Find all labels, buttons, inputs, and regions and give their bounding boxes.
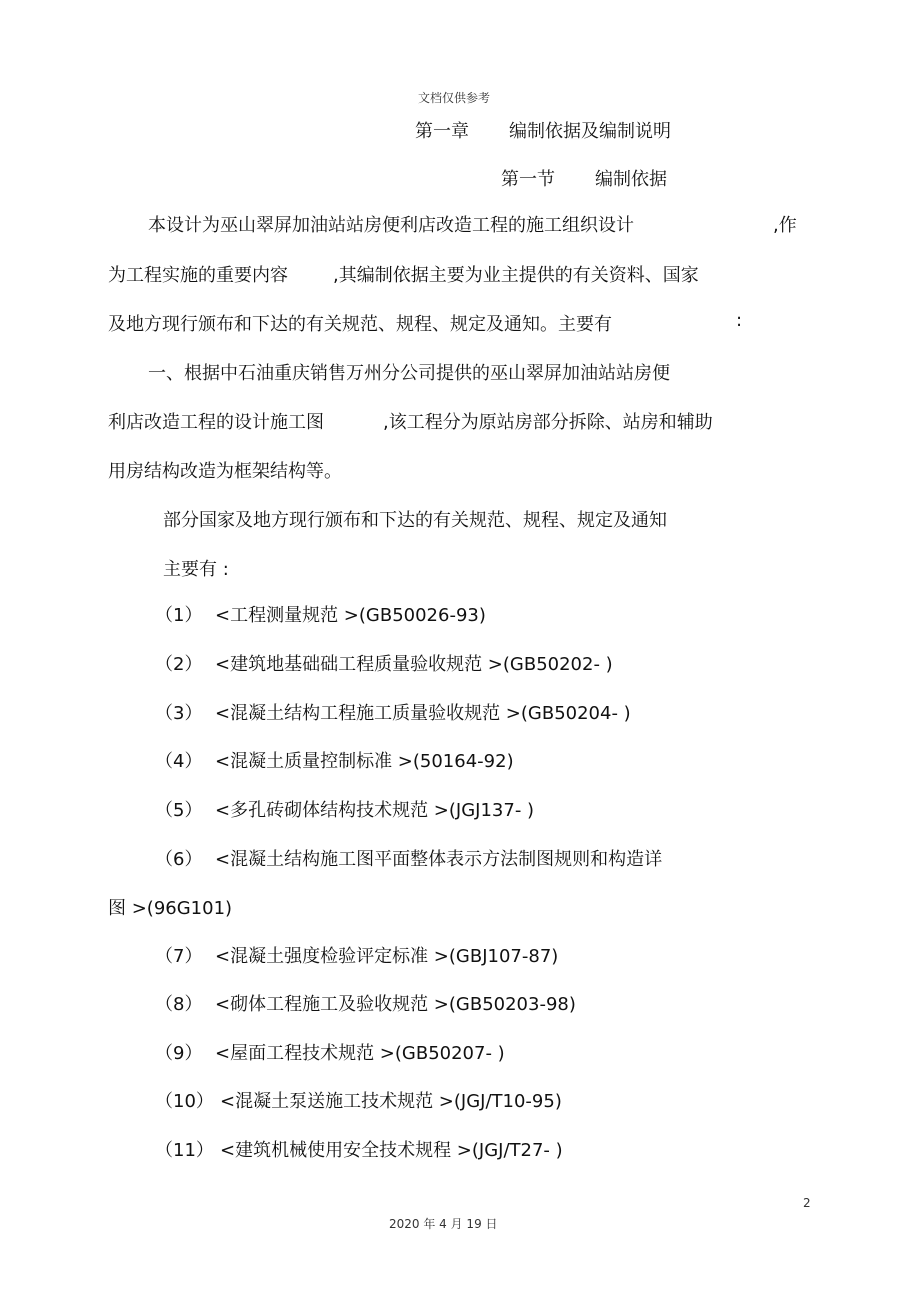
standard-text: <工程测量规范 >(GB50026-93) xyxy=(215,605,486,626)
chapter-label: 第一章 xyxy=(415,121,469,142)
page-number: 2 xyxy=(803,1196,811,1210)
section-title: 编制依据 xyxy=(595,169,667,190)
standard-num: （6） xyxy=(155,849,203,870)
point1-line2-tail: ,该工程分为原站房部分拆除、站房和辅助 xyxy=(383,412,713,433)
standard-num: （7） xyxy=(155,946,203,967)
standard-num: （11） xyxy=(155,1140,214,1161)
standard-num: （9） xyxy=(155,1043,203,1064)
standard-text: <混凝土结构施工图平面整体表示方法制图规则和构造详 xyxy=(215,849,663,870)
standards-intro-line1: 部分国家及地方现行颁布和下达的有关规范、规程、规定及通知 xyxy=(163,510,667,531)
standard-num: （10） xyxy=(155,1091,214,1112)
point1-line1: 一、根据中石油重庆销售万州分公司提供的巫山翠屏加油站站房便 xyxy=(148,363,670,384)
standard-text: <混凝土结构工程施工质量验收规范 >(GB50204- ) xyxy=(215,703,631,724)
standard-text-continuation: 图 >(96G101) xyxy=(108,898,233,919)
standard-text: <混凝土强度检验评定标准 >(GBJ107-87) xyxy=(215,946,559,967)
intro-line3: 及地方现行颁布和下达的有关规范、规程、规定及通知。主要有 xyxy=(108,314,612,335)
standards-intro-line2: 主要有 : xyxy=(163,559,229,580)
standard-text: <混凝土泵送施工技术规范 >(JGJ/T10-95) xyxy=(220,1091,562,1112)
chapter-title: 编制依据及编制说明 xyxy=(509,121,671,142)
standard-text: <砌体工程施工及验收规范 >(GB50203-98) xyxy=(215,994,576,1015)
standard-num: （3） xyxy=(155,703,203,724)
standard-text: <多孔砖砌体结构技术规范 >(JGJ137- ) xyxy=(215,800,535,821)
intro-line1-tail: ,作 xyxy=(773,215,797,236)
intro-line2: 为工程实施的重要内容 xyxy=(108,265,288,286)
footer-date: 2020 年 4 月 19 日 xyxy=(389,1217,498,1231)
standard-text: <建筑机械使用安全技术规程 >(JGJ/T27- ) xyxy=(220,1140,563,1161)
point1-line3: 用房结构改造为框架结构等。 xyxy=(108,461,342,482)
standard-text: <混凝土质量控制标准 >(50164-92) xyxy=(215,751,514,772)
standard-num: （2） xyxy=(155,654,203,675)
standard-num: （1） xyxy=(155,605,203,626)
intro-line2-tail: ,其编制依据主要为业主提供的有关资料、国家 xyxy=(333,265,699,286)
intro-line1: 本设计为巫山翠屏加油站站房便利店改造工程的施工组织设计 xyxy=(148,215,634,236)
section-label: 第一节 xyxy=(501,169,555,190)
intro-line3-tail: : xyxy=(736,310,743,331)
standard-text: <建筑地基础础工程质量验收规范 >(GB50202- ) xyxy=(215,654,613,675)
standard-num: （8） xyxy=(155,994,203,1015)
standard-num: （5） xyxy=(155,800,203,821)
standard-text: <屋面工程技术规范 >(GB50207- ) xyxy=(215,1043,505,1064)
header-watermark: 文档仅供参考 xyxy=(418,91,491,105)
standard-num: （4） xyxy=(155,751,203,772)
point1-line2: 利店改造工程的设计施工图 xyxy=(108,412,324,433)
